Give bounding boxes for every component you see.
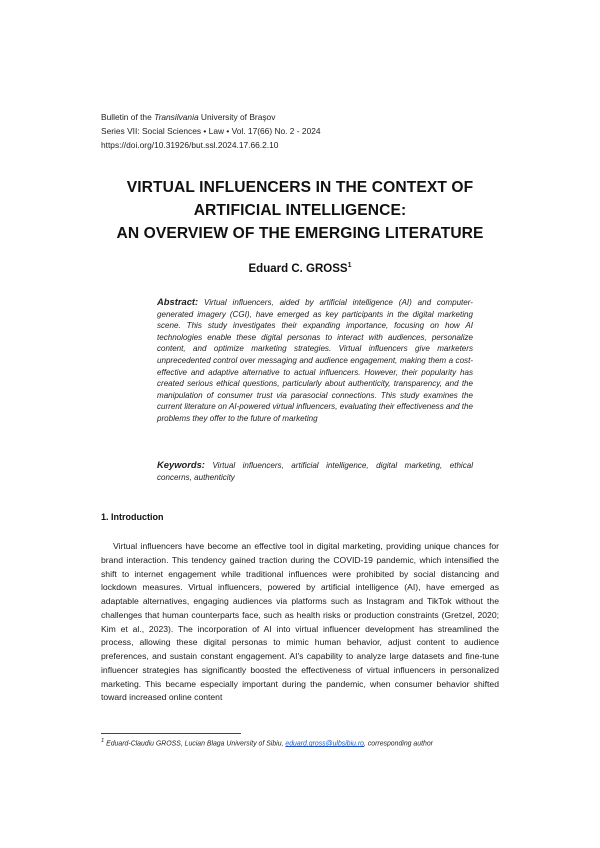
keywords — [157, 459, 473, 484]
paper-title — [60, 176, 540, 245]
footnote: $^1$ Eduard-Claudiu GROSS, Lucian Blaga University of Sibiu, eduard.gross@ulbsibiu.ro, corresponding author — [101, 738, 433, 748]
abstract-text: Virtual influencers, aided by artificial intelligence (AI) and computer-generated imagery (CGI), have emerged as key participants in the digital marketing scene. This study investigates their expanding importance, focusing on how AI technologies enable these digital personas to interact with audiences, personalize content, and optimize marketing strategies. Virtual influencers give marketers unprecedented control over messaging and audience engagement, making them a cost-effective and adaptive alternative to actual influencers. However, their popularity has created serious ethical questions, particularly about authenticity, transparency, and the manipulation of consumer trust via parasocial connections. This study examines the current literature on AI-powered virtual influencers, evaluating their effectiveness and the problems they offer to the future of marketing — [157, 298, 473, 423]
section-heading: 1. Introduction — [101, 512, 164, 522]
title-line-1: VIRTUAL INFLUENCERS IN THE CONTEXT OF — [126, 179, 474, 196]
journal-series-line: Series VII: Social Sciences • Law • Vol. 17(66) No. 2 - 2024 — [101, 126, 321, 136]
abstract — [157, 296, 473, 425]
author-name: Eduard C. GROSS$^1$ — [248, 262, 352, 275]
footnote-marker: 1 — [101, 738, 105, 744]
title-line-3: AN OVERVIEW OF THE EMERGING LITERATURE — [116, 225, 484, 242]
author-footnote-marker: 1 — [347, 262, 352, 269]
author-email-link[interactable]: eduard.gross@ulbsibiu.ro — [285, 740, 364, 748]
body-text — [101, 540, 499, 705]
title-line-2: ARTIFICIAL INTELLIGENCE: — [193, 202, 407, 219]
footnote-divider — [101, 733, 241, 734]
keywords-text: Virtual influencers, artificial intelligence, digital marketing, ethical concerns, authenticity — [157, 461, 473, 482]
journal-header — [101, 110, 321, 152]
journal-name-line: Bulletin of the Transilvania University of Braşov — [101, 112, 276, 122]
abstract-label: Abstract: — [157, 296, 199, 307]
keywords-label: Keywords: — [157, 459, 205, 470]
introduction-paragraph: Virtual influencers have become an effective tool in digital marketing, providing unique chances for brand interaction. This tendency gained traction during the COVID-19 pandemic, which intensified the shift to internet engagement while traditional influences were prohibited by social distancing and lockdown measures. Virtual influencers, powered by artificial intelligence (AI), have emerged as adaptable alternatives, engaging audiences via platforms such as Instagram and TikTok without the challenges that human counterparts face, such as health risks or production constraints (Gretzel, 2020; Kim et al., 2023). The incorporation of AI into virtual influencer development has streamlined the process, allowing these digital personas to mimic human behavior, adjust content to audience preferences, and sustain constant engagement. AI's capability to analyze large datasets and fine-tune influencer strategies has significantly boosted the effectiveness of virtual influencers in personalized marketing. This became especially important during the pandemic, when consumer behavior shifted toward increased online content — [101, 541, 499, 703]
doi-link[interactable]: https://doi.org/10.31926/but.ssl.2024.17.66.2.10 — [101, 140, 279, 150]
